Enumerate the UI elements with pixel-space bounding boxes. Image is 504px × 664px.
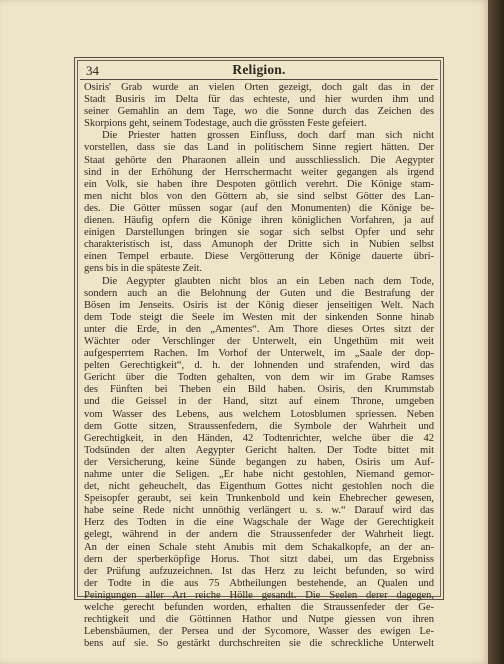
text-line: Lebensbäumen, der Persea und der Sycomore, Wasser des ewigen Le-: [84, 626, 434, 638]
text-line: sind in der Erhöhung der Herrschermacht weiter gegangen als irgend: [84, 166, 434, 178]
text-line: Stadt Busiris im Delta für das echteste, und hier wurden ihm und: [84, 94, 434, 106]
text-line: dem Tode steigt die Seele im Westen mit der sinkenden Sonne hinab: [84, 311, 434, 323]
text-line: unter die Erde, in den „Amentes“. Am Thore dieses Ortes sitzt der: [84, 323, 434, 335]
text-line: dem Gotte sitzen, Straussenfedern, die Symbole der Wahrheit und: [84, 420, 434, 432]
text-line: seiner Gemahlin an dem Tage, wo die Sonne durch das Zeichen des: [84, 106, 434, 118]
text-line: habe seine Rede nicht unnöthig verlängert u. s. w.“ Darauf wird das: [84, 505, 434, 517]
text-line: Peinigungen aller Art reiche Hölle gesandt. Die Seelen derer dagegen,: [84, 589, 434, 601]
text-line: des Fünften bei Theben ein Bild haben. Osiris, den Krummstab: [84, 384, 434, 396]
text-line: Staat gehörte den Pharaonen allein und ausschliesslich. Die Aegypter: [84, 154, 434, 166]
text-line: pelten Gerechtigkeit“, d. h. der lohnenden und strafenden, wird das: [84, 360, 434, 372]
text-line: sondern auch an die Belohnung der Guten und die Bestrafung der: [84, 287, 434, 299]
text-line: Herz des Todten in die eine Wagschale der Wage der Gerechtigkeit: [84, 517, 434, 529]
text-line: dienen. Häufig opfern die Könige ihren königlichen Vorfahren, ja auf: [84, 215, 434, 227]
text-line: Todsünden der alten Aegypter Gericht halten. Der Todte bittet mit: [84, 444, 434, 456]
text-line: gelegt, während in der andern die Straussenfeder der Wahrheit liegt.: [84, 529, 434, 541]
header-rule: [80, 79, 438, 80]
text-line: und die Geissel in der Hand, sitzt auf einem Throne, umgeben: [84, 396, 434, 408]
text-line: einen Tempel erbaute. Diese Vergötterung der Könige dauerte übri-: [84, 251, 434, 263]
text-line: Wächter oder Verschlinger der Unterwelt, ein Ungethüm mit weit: [84, 335, 434, 347]
text-line: vom Wasser des Lebens, aus welchem Lotosblumen spriessen. Neben: [84, 408, 434, 420]
text-line: einigen Darstellungen bringen sie sogar sich selbst Opfer und sehr: [84, 227, 434, 239]
text-line: Gerechtigkeit, in den Händen, 42 Todtenrichter, welche über die 42: [84, 432, 434, 444]
text-line: det, nicht geheuchelt, das Eigenthum Gottes nicht gestohlen noch die: [84, 481, 434, 493]
text-line: dern der sperberköpfige Horus. Thot sitzt dabei, um das Ergebniss: [84, 553, 434, 565]
text-line: ein Volk, sie haben ihre Despoten göttlich verehrt. Die Könige stam-: [84, 178, 434, 190]
body-text: [84, 82, 434, 650]
page-number: 34: [86, 63, 99, 78]
text-line: Bösen im Jenseits. Osiris ist der König dieser jenseitigen Welt. Nach: [84, 299, 434, 311]
running-title: Religion.: [232, 62, 286, 77]
text-line: Skorpions geht, seinem Todestage, auch die grössten Feste gefeiert.: [84, 118, 367, 130]
text-line: des. Die Götter müssen sogar (auf den Monumenten) die Könige be-: [84, 202, 434, 214]
text-line: bens auf sie. So gestärkt durchschreiten sie die schreckliche Unterwelt: [84, 638, 434, 650]
text-line: men nicht blos von den Göttern ab, sie sind selbst Götter des Lan-: [84, 190, 434, 202]
page-header: [80, 61, 438, 80]
text-line: nahme unter die Seligen. „Er habe nicht gestohlen, Niemand gemor-: [84, 469, 434, 480]
text-line: charakteristisch ist, dass Amunoph der Dritte sich in Nubien selbst: [84, 239, 434, 251]
page-binding-edge: [488, 0, 504, 664]
text-line: gens bis in die späteste Zeit.: [84, 263, 202, 275]
text-line: der Prüfung aufzuzeichnen. Ist das Herz zu leicht befunden, so wird: [84, 565, 434, 577]
text-line: vorstellen, dass sie das Land in politischem Sinne regiert hätten. Der: [84, 142, 434, 154]
text-line: Gericht über die Todten gehalten, von dem wir im Grabe Ramses: [84, 372, 434, 384]
text-line: An der einen Schale steht Anubis mit dem Schakalkopfe, an der an-: [84, 541, 434, 553]
text-line: Die Priester hatten grossen Einfluss, doch darf man sich nicht: [102, 130, 434, 142]
text-line: der Versicherung, keine Sünde begangen zu haben, Osiris um Auf-: [84, 456, 434, 468]
text-line: der Todte in die aus 75 Abtheilungen bestehende, an Qualen und: [84, 577, 434, 589]
text-line: Die Aegypter glaubten nicht blos an ein Leben nach dem Tode,: [102, 275, 434, 287]
text-line: rechtigkeit und die Göttinnen Hathor und Nutpe giessen von ihren: [84, 614, 434, 626]
text-line: Speisopfer geraubt, sei kein Trunkenbold und kein Ehebrecher gewesen,: [84, 493, 434, 505]
text-line: aufgesperrtem Rachen. Im Vorhof der Unterwelt, im „Saale der dop-: [84, 348, 434, 360]
text-line: Osiris' Grab wurde an vielen Orten gezeigt, doch galt das in der: [84, 82, 434, 93]
text-line: welche gerecht befunden worden, erhalten die Straussenfeder der Ge-: [84, 602, 434, 614]
